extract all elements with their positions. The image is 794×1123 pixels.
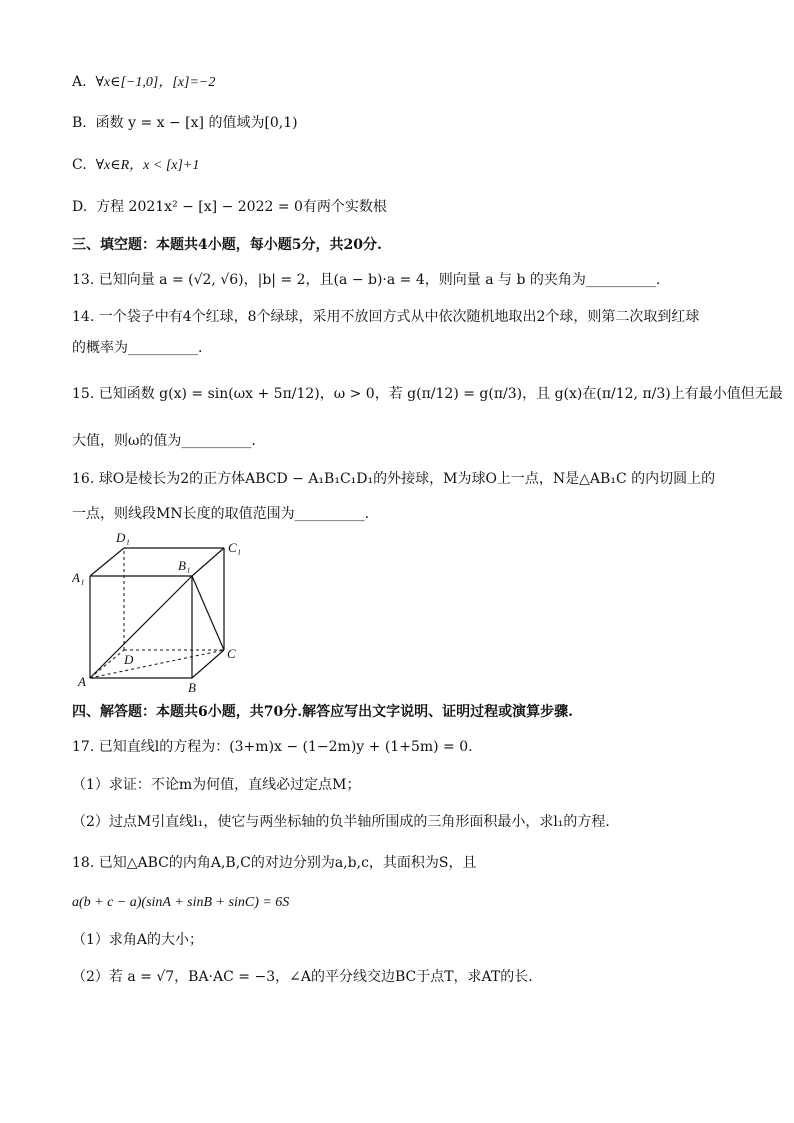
option-d-row [72, 197, 387, 217]
question-16-line2: 一点，则线段MN长度的取值范围为__________. [72, 506, 370, 522]
option-label: D. [72, 199, 88, 215]
edge-b-c [192, 650, 224, 678]
hidden-diag-a-c [90, 650, 224, 678]
question-18-line2: a(b + c − a)(sinA + sinB + sinC) = 6S [72, 895, 290, 910]
question-18-part1: （1）求角A的大小； [72, 932, 204, 948]
diag-b1-c [192, 576, 224, 650]
hidden-edge-a-d [90, 650, 124, 678]
option-label: A. [72, 74, 87, 90]
question-14-line2: 的概率为__________. [72, 340, 203, 356]
label-b: B [188, 680, 196, 695]
question-17-part2: （2）过点M引直线l₁，使它与两坐标轴的负半轴所围成的三角形面积最小，求l₁的方程. [72, 814, 610, 830]
label-a1: A₁ [72, 570, 85, 585]
label-d1: D₁ [116, 530, 130, 545]
question-15-line2: 大值，则ω的值为__________. [72, 433, 256, 449]
option-c-row [72, 155, 199, 176]
edge-b1-c1 [192, 548, 224, 576]
question-16-line1: 16. 球O是棱长为2的正方体ABCD − A₁B₁C₁D₁的外接球，M为球O上一点，N是△AB₁C 的内切圆上的 [72, 471, 716, 487]
option-text: ∀x∈R，x < [x]+1 [95, 158, 200, 173]
option-label: B. [72, 115, 87, 131]
edge-a1-d1 [90, 548, 124, 576]
label-c1: C₁ [228, 540, 242, 555]
label-d: D [124, 652, 134, 667]
question-17-line1: 17. 已知直线l的方程为：(3+m)x − (1−2m)y + (1+5m) = 0. [72, 739, 473, 755]
section3-heading: 三、填空题：本题共4小题，每小题5分，共20分. [72, 237, 382, 253]
question-13: 13. 已知向量 a = (√2, √6)，|b| = 2，且(a − b)·a = 4，则向量 a 与 b 的夹角为__________. [72, 272, 661, 288]
diag-a-b1 [90, 576, 192, 678]
option-label: C. [72, 157, 87, 173]
label-c: C [227, 646, 236, 661]
option-text: ∀x∈[−1,0]，[x]=−2 [95, 75, 216, 90]
question-14-line1: 14. 一个袋子中有4个红球，8个绿球，采用不放回方式从中依次随机地取出2个球，则第二次取到红球 [72, 309, 700, 325]
option-a-row [72, 72, 215, 93]
section4-heading: 四、解答题：本题共6小题，共70分.解答应写出文字说明、证明过程或演算步骤. [72, 704, 573, 720]
cube-figure [72, 528, 272, 698]
option-text: 函数 y = x − [x] 的值域为[0,1) [95, 115, 298, 131]
label-b1: B₁ [178, 558, 191, 573]
question-15-line1: 15. 已知函数 g(x) = sin(ωx + 5π/12)，ω > 0，若 g(π/12) = g(π/3)，且 g(x)在(π/12, π/3)上有最小值但无最 [72, 386, 783, 402]
option-text: 方程 2021x² − [x] − 2022 = 0有两个实数根 [96, 199, 387, 215]
label-a: A [78, 674, 86, 689]
option-b-row [72, 113, 298, 133]
question-18-part2: （2）若 a = √7，BA·AC = −3，∠A的平分线交边BC于点T，求AT的长. [72, 969, 533, 985]
question-17-part1: （1）求证：不论m为何值，直线必过定点M； [72, 777, 361, 793]
question-18-line1: 18. 已知△ABC的内角A,B,C的对边分别为a,b,c，其面积为S，且 [72, 855, 477, 871]
